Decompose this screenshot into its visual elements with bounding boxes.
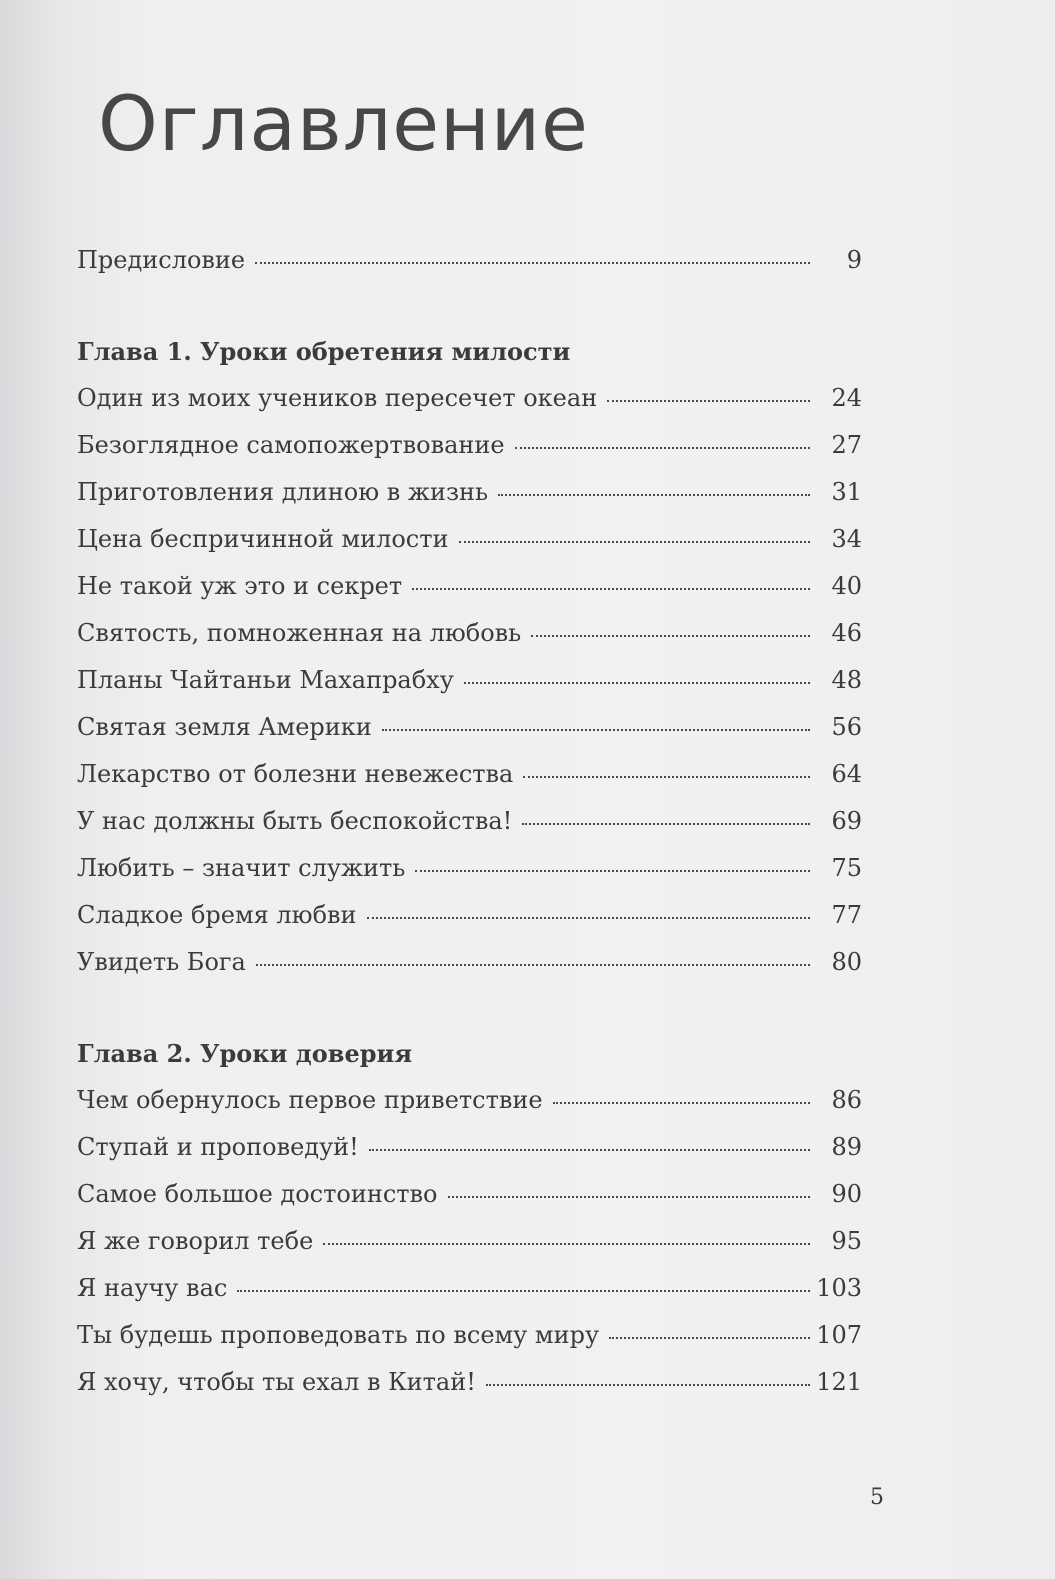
page-title: Оглавление (98, 79, 589, 168)
dot-leader (369, 1149, 810, 1151)
toc-entry (77, 845, 862, 892)
dot-leader (382, 729, 810, 731)
toc-entry (77, 422, 862, 469)
toc-entry-label: Не такой уж это и секрет (77, 572, 403, 600)
toc-entry-page: 121 (816, 1368, 862, 1396)
dot-leader (448, 1196, 811, 1198)
toc-entry-page: 107 (816, 1321, 862, 1349)
table-of-contents (77, 237, 862, 1406)
toc-entry (77, 516, 862, 563)
chapter-spacer (77, 986, 862, 1030)
toc-entry (77, 1312, 862, 1359)
toc-entry (77, 657, 862, 704)
chapter-section (77, 1030, 862, 1406)
toc-entry (77, 1124, 862, 1171)
dot-leader (412, 588, 810, 590)
toc-entry-label: Сладкое бремя любви (77, 901, 357, 929)
toc-entry-label: Святая земля Америки (77, 713, 372, 741)
dot-leader (607, 400, 810, 402)
toc-entry-page: 69 (831, 807, 862, 835)
toc-entry (77, 751, 862, 798)
dot-leader (522, 823, 810, 825)
toc-entry-label: Святость, помноженная на любовь (77, 619, 522, 647)
dot-leader (553, 1102, 810, 1104)
dot-leader (464, 682, 810, 684)
chapter-section (77, 328, 862, 986)
toc-entry-page: 24 (831, 384, 862, 412)
toc-entry-label: Приготовления длиною в жизнь (77, 478, 489, 506)
toc-entry-label: Лекарство от болезни невежества (77, 760, 514, 788)
toc-entry (77, 1218, 862, 1265)
toc-entry (77, 563, 862, 610)
toc-entry-label: Ты будешь проповедовать по всему миру (77, 1321, 600, 1349)
dot-leader (609, 1337, 810, 1339)
dot-leader (515, 447, 810, 449)
dot-leader (486, 1384, 810, 1386)
toc-entry-label: У нас должны быть беспокойства! (77, 807, 513, 835)
toc-entry-page: 9 (846, 246, 862, 274)
toc-entry-label: Планы Чайтаньи Махапрабху (77, 666, 454, 694)
toc-entry-label: Я научу вас (77, 1274, 228, 1302)
toc-entry-label: Один из моих учеников пересечет океан (77, 384, 598, 412)
toc-entry (77, 610, 862, 657)
toc-entry (77, 1265, 862, 1312)
toc-entry-page: 86 (831, 1086, 862, 1114)
toc-entry (77, 798, 862, 845)
toc-entry-label: Предисловие (77, 246, 246, 274)
toc-entry-page: 56 (831, 713, 862, 741)
toc-entry (77, 469, 862, 516)
page-number: 5 (870, 1485, 884, 1510)
toc-entry (77, 375, 862, 422)
dot-leader (323, 1243, 810, 1245)
toc-entry-page: 64 (831, 760, 862, 788)
chapter-heading: Глава 1. Уроки обретения милости (77, 337, 571, 366)
toc-entry-page: 34 (831, 525, 862, 553)
toc-entry-page: 40 (831, 572, 862, 600)
toc-entry-page: 46 (831, 619, 862, 647)
toc-entry (77, 704, 862, 751)
toc-entry-label: Любить – значит служить (77, 854, 406, 882)
toc-entry-page: 90 (831, 1180, 862, 1208)
toc-entry-page: 77 (831, 901, 862, 929)
toc-entry-preface (77, 237, 862, 284)
toc-entry-page: 27 (831, 431, 862, 459)
dot-leader (237, 1290, 810, 1292)
chapters (77, 328, 862, 1406)
toc-entry-label: Ступай и проповедуй! (77, 1133, 359, 1161)
toc-entry-page: 95 (831, 1227, 862, 1255)
dot-leader (255, 262, 810, 264)
toc-entry-page: 75 (831, 854, 862, 882)
dot-leader (498, 494, 810, 496)
dot-leader (459, 541, 810, 543)
dot-leader (367, 917, 810, 919)
toc-entry-label: Я же говорил тебе (77, 1227, 314, 1255)
toc-entry-label: Самое большое достоинство (77, 1180, 438, 1208)
toc-entry (77, 1171, 862, 1218)
toc-entry-page: 80 (831, 948, 862, 976)
chapter-heading: Глава 2. Уроки доверия (77, 1039, 413, 1068)
toc-entry-page: 103 (816, 1274, 862, 1302)
toc-entry-label: Увидеть Бога (77, 948, 246, 976)
toc-entry (77, 939, 862, 986)
dot-leader (531, 635, 810, 637)
toc-entry (77, 1077, 862, 1124)
toc-entry-page: 48 (831, 666, 862, 694)
toc-entry-label: Безоглядное самопожертвование (77, 431, 505, 459)
dot-leader (415, 870, 810, 872)
dot-leader (523, 776, 810, 778)
toc-entry-page: 89 (831, 1133, 862, 1161)
toc-entry-label: Чем обернулось первое приветствие (77, 1086, 543, 1114)
dot-leader (256, 964, 810, 966)
toc-entry (77, 892, 862, 939)
toc-entry-page: 31 (831, 478, 862, 506)
toc-entry-label: Я хочу, чтобы ты ехал в Китай! (77, 1368, 476, 1396)
toc-entry-label: Цена беспричинной милости (77, 525, 449, 553)
toc-entry (77, 1359, 862, 1406)
